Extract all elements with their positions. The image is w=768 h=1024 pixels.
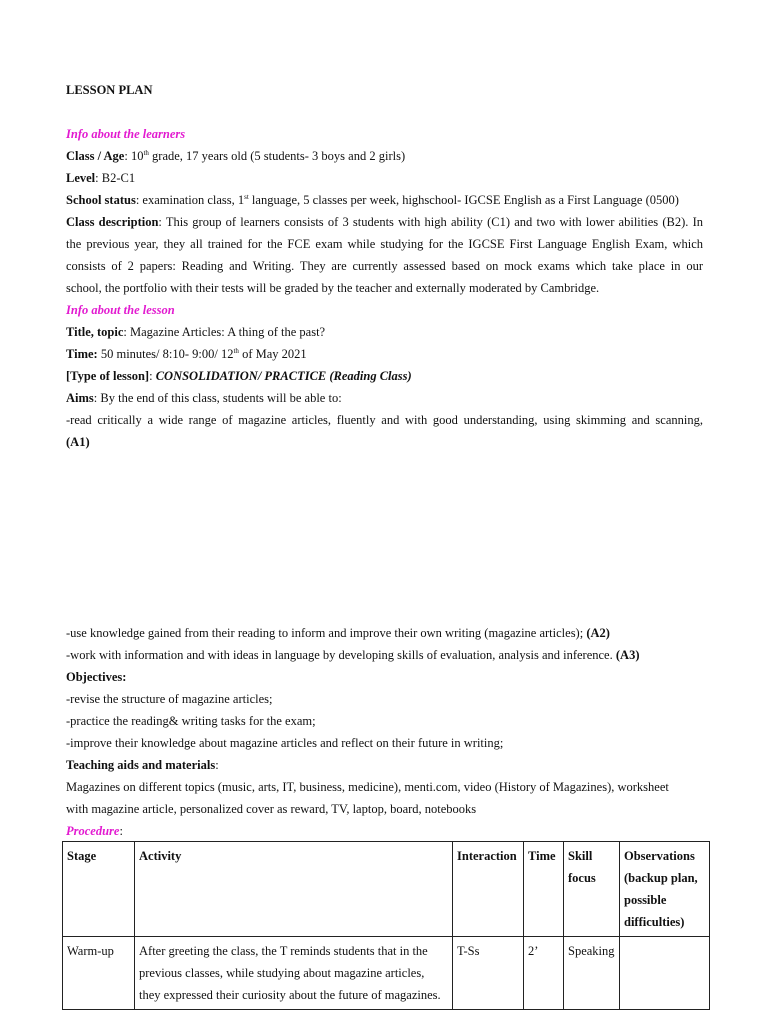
colon: : [124,149,131,163]
level-label: Level [66,171,96,185]
class-age-grade: 10 [130,149,144,163]
table-row [63,937,710,1010]
lesson-type-line [66,367,703,385]
stage-cell: Warm-up [63,937,135,1010]
class-description-line-1 [66,213,703,231]
title-topic-label: Title, topic [66,325,124,339]
class-description-line-4: school, the portfolio with their tests will be graded by the teacher and externally moderated by Cambridge. [66,281,600,295]
time-line [66,345,703,363]
table-header-cell: Interaction [453,842,524,937]
materials-colon: : [215,758,219,772]
observations-cell [620,937,710,1010]
class-description-text-1: : This group of learners consists of 3 students with high ability (C1) and two with lower abilities (B2). In [158,215,704,229]
class-description-label: Class description [66,215,159,229]
time-label: Time: [66,347,98,361]
lesson-type-sep: : [149,369,156,383]
aim-2-code: (A2) [586,626,610,640]
class-age-label: Class / Age [66,149,125,163]
learners-heading: Info about the learners [66,127,186,141]
interaction-cell: T-Ss [453,937,524,1010]
lesson-type-value: CONSOLIDATION/ PRACTICE (Reading Class) [155,369,412,383]
time-cell: 2’ [524,937,564,1010]
time-value-b: of May 2021 [238,347,307,361]
aim-3-text: -work with information and with ideas in language by developing skills of evaluation, analysis and inference. [66,648,616,662]
aims-line [66,389,703,407]
activity-cell: After greeting the class, the T reminds students that in the previous classes, while studying about magazine articles, they expressed their curiosity about the future of magazines. [135,937,453,1010]
aim-2-text: -use knowledge gained from their reading to inform and improve their own writing (magazine articles); [66,626,587,640]
procedure-table [62,841,710,1010]
objectives-label: Objectives: [66,670,127,684]
school-status-a: : examination class, 1 [135,193,245,207]
title-topic-value: : Magazine Articles: A thing of the past? [123,325,326,339]
school-status-label: School status [66,193,136,207]
objective-item: -practice the reading& writing tasks for the exam; [66,714,316,728]
class-age-line [66,147,703,165]
aims-label: Aims [66,391,94,405]
document-title: LESSON PLAN [66,83,153,97]
materials-text-1: Magazines on different topics (music, arts, IT, business, medicine), menti.com, video (History of Magazines), worksheet [66,780,669,794]
aims-intro: : By the end of this class, students will be able to: [93,391,342,405]
materials-label: Teaching aids and materials [66,758,216,772]
table-header-cell: Time [524,842,564,937]
school-status-b: language, 5 classes per week, highschool- IGCSE English as a First Language (0500) [248,193,679,207]
title-topic-line [66,323,703,341]
school-status-sup: st [244,192,249,201]
procedure-label: Procedure [66,824,120,838]
class-age-sup: th [143,148,149,157]
level-line [66,169,703,187]
aim-1-code: (A1) [66,435,90,449]
procedure-line [66,822,703,840]
time-value-a: 50 minutes/ 8:10- 9:00/ 12 [97,347,234,361]
lesson-type-label: [Type of lesson] [66,369,150,383]
materials-text-2: with magazine article, personalized cover as reward, TV, laptop, board, notebooks [66,802,477,816]
table-header-cell: Skill focus [564,842,620,937]
class-description-line-2: the previous year, they all trained for the FCE exam while studying for the IGCSE First Language English Exam, which [66,237,703,251]
materials-line [66,756,703,774]
level-value: : B2-C1 [95,171,136,185]
class-age-rest: grade, 17 years old (5 students- 3 boys and 2 girls) [148,149,406,163]
school-status-line [66,191,703,209]
class-description-line-3: consists of 2 papers: Reading and Writing. They are currently assessed based on mock exams which take place in our [66,259,703,273]
objective-item: -improve their knowledge about magazine articles and reflect on their future in writing; [66,736,504,750]
aim-3-line [66,646,703,664]
time-sup: th [233,346,239,355]
procedure-colon: : [119,824,123,838]
table-header-cell: Activity [135,842,453,937]
objective-item: -revise the structure of magazine articles; [66,692,273,706]
aim-1-text: -read critically a wide range of magazine articles, fluently and with good understanding, using skimming and scanning, [66,413,703,427]
aim-3-code: (A3) [615,648,640,662]
table-header-row [63,842,710,937]
table-header-cell: Stage [63,842,135,937]
aim-2-line [66,624,703,642]
lesson-heading: Info about the lesson [66,303,175,317]
skill-cell: Speaking [564,937,620,1010]
table-header-cell: Observations (backup plan, possible difficulties) [620,842,710,937]
